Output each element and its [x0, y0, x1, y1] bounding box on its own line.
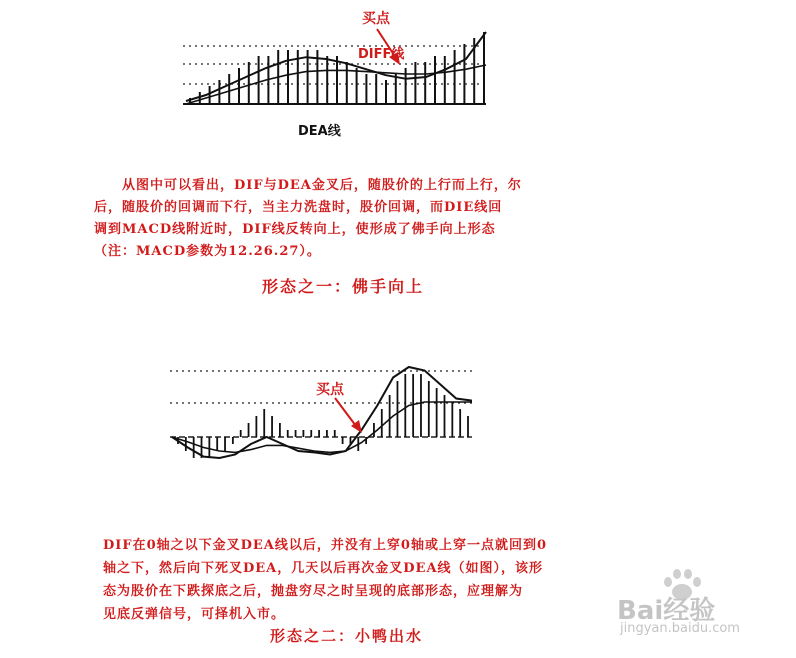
pattern-1-title: 形态之一：佛手向上 — [262, 277, 425, 296]
paragraph-2-line: 见底反弹信号，可择机入市。 — [103, 607, 286, 622]
paragraph-2-line: 轴之下，然后向下死叉DEA，几天以后再次金叉DEA线（如图），该形 — [103, 561, 544, 576]
paragraph-1-line: 从图中可以看出，DIF与DEA金叉后，随股价的上行而上行，尔 — [122, 178, 522, 193]
chart-1-dea-line-label: DEA线 — [298, 124, 341, 139]
paragraph-2-line: 态为股价在下跌探底之后，抛盘穷尽之时呈现的底部形态，应理解为 — [103, 584, 524, 599]
baidu-jingyan-url: jingyan.baidu.com — [620, 621, 740, 636]
paragraph-2 — [103, 534, 547, 626]
chart-1-buy-point-label: 买点 — [362, 11, 390, 27]
chart-2-buy-arrow — [335, 398, 356, 426]
chart-1-dif-line-label: DIFF线 — [358, 47, 405, 62]
paragraph-1-line: （注：MACD参数为12.26.27）。 — [94, 244, 321, 259]
pattern-2-title: 形态之二：小鸭出水 — [270, 627, 424, 645]
paragraph-1-line: 调到MACD线附近时，DIF线反转向上，使形成了佛手向上形态 — [94, 222, 496, 237]
baidu-jingyan-logo: Bai经验 — [617, 596, 716, 626]
chart-2-buy-point-label: 买点 — [316, 382, 344, 398]
paragraph-2-line: DIF在0轴之以下金叉DEA线以后，并没有上穿0轴或上穿一点就回到0 — [103, 538, 547, 553]
paragraph-1-line: 后，随股价的回调而下行，当主力洗盘时，股价回调，而DIE线回 — [94, 200, 503, 215]
